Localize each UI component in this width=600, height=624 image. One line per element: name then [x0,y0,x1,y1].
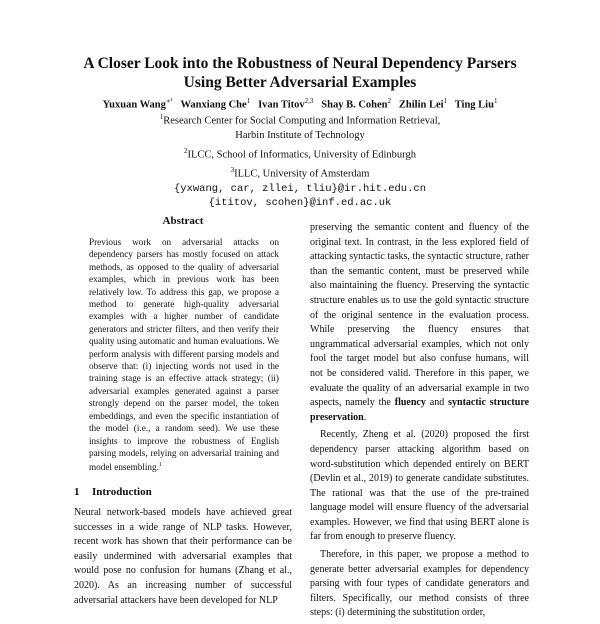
section-heading [74,486,292,498]
paragraph-text: . [363,411,367,423]
title-line-2: Using Better Adversarial Examples [183,74,417,91]
author-affil-mark: ∗¹ [165,97,173,105]
author-affil-mark: 2 [387,97,392,105]
affiliation-text: ILCC, School of Informatics, University of Edinburgh [187,149,416,161]
footnote-mark: 1 [158,462,162,469]
abstract-body [89,236,279,474]
abstract-text: Previous work on adversarial attacks on dependency parsers has mostly focused on attack methods, as opposed to the quality of adversarial examples, which in previous work has been relatively low. To address this gap, we propose a method to generate high-quality adversarial examples with a higher number of candidate generators and stricter filters, and then verify their quality using automatic and human evaluations. We perform analysis with different parsing models and observe that: (i) injecting words not used in the training stage is an effective attack strategy; (ii) adversarial examples generated against a parser strongly depend on the parser model, the token embeddings, and even the specific instantiation of the model (i.e., a random seed). We use these insights to improve the robustness of English parsing models, relying on adversarial training and model ensembling. [89,237,279,473]
affiliation-mark: 1 [159,113,164,121]
affiliation-line [40,163,560,182]
paragraph-text: preserving the semantic content and fluency of the original text. In contrast, in the less explored field of attacking syntactic tasks, the syntactic structure, rather than the semantic content, must be preserved while also maintaining the fluency. Preserving the syntactic structure enables us to use the gold syntactic structure of the original sentence in the evaluation process. While preserving the fluency ensures that ungrammatical adversarial examples, which not only fool the target model but also confuse humans, will not be considered valid. Therefore in this paper, we evaluate the quality of an adversarial example in two aspects, namely the [310,222,529,409]
email-line: {yxwang, car, zllei, tliu}@ir.hit.edu.cn [173,182,427,195]
affiliation-text: Harbin Institute of Technology [235,130,365,142]
affiliation-text: Research Center for Social Computing and Information Retrieval, [163,115,441,127]
section-number: 1 [74,486,80,498]
title-line-1: A Closer Look into the Robustness of Neural Dependency Parsers [83,55,517,72]
abstract-heading: Abstract [162,215,204,227]
email-line: {ititov, scohen}@inf.ed.ac.uk [208,197,392,210]
affiliation-line [40,129,560,144]
bold-term: syntactic structure preservation [310,397,530,423]
author-name: Ting Liu [454,99,494,111]
author-name: Zhilin Lei [398,99,444,111]
right-paragraph [310,221,529,425]
intro-paragraph: Neural network-based models have achieved great successes in a wide range of NLP tasks. However, recent work has shown that their performance can be easily undermined with adversarial examples that would pose no confusion for humans (Zhang et al., 2020). As an increasing number of successful adversarial attackers have been developed for NLP [74,507,292,606]
author-name: Yuxuan Wang [102,99,166,111]
right-column [310,221,529,624]
author-affil-mark: 1 [493,97,498,105]
author-name: Ivan Titov [258,99,305,111]
author-name: Wanxiang Che [180,99,247,111]
bold-term: fluency [394,397,426,409]
section-title: Introduction [92,486,152,498]
right-paragraph: Therefore, in this paper, we propose a method to generate better adversarial examples for dependency parsing with four types of candidate generators and filters. Specifically, our method consists of three steps: (i) determining the substitution order, [310,549,529,619]
paragraph-text: and [429,397,445,409]
author-affil-mark: 1 [246,97,251,105]
right-paragraph: Recently, Zheng et al. (2020) proposed the first dependency parser attacking algorithm based on word-substitution which depended entirely on BERT (Devlin et al., 2019) to generate candidate substitutes. The rational was that the use of the pre-trained language model will ensure fluency of the adversarial examples. However, we find that using BERT alone is far from enough to preserve fluency. [310,429,529,543]
affiliation-text: ILLC, University of Amsterdam [234,168,370,180]
author-affil-mark: 2,3 [304,97,314,105]
affiliation-mark: 2 [184,146,188,155]
author-affil-mark: 1 [443,97,448,105]
affiliation-line [40,110,560,129]
paper-title [40,54,560,92]
affiliations [40,110,560,211]
affiliation-mark: 3 [230,165,235,174]
author-name: Shay B. Cohen [321,99,388,111]
affiliation-line [40,144,560,163]
